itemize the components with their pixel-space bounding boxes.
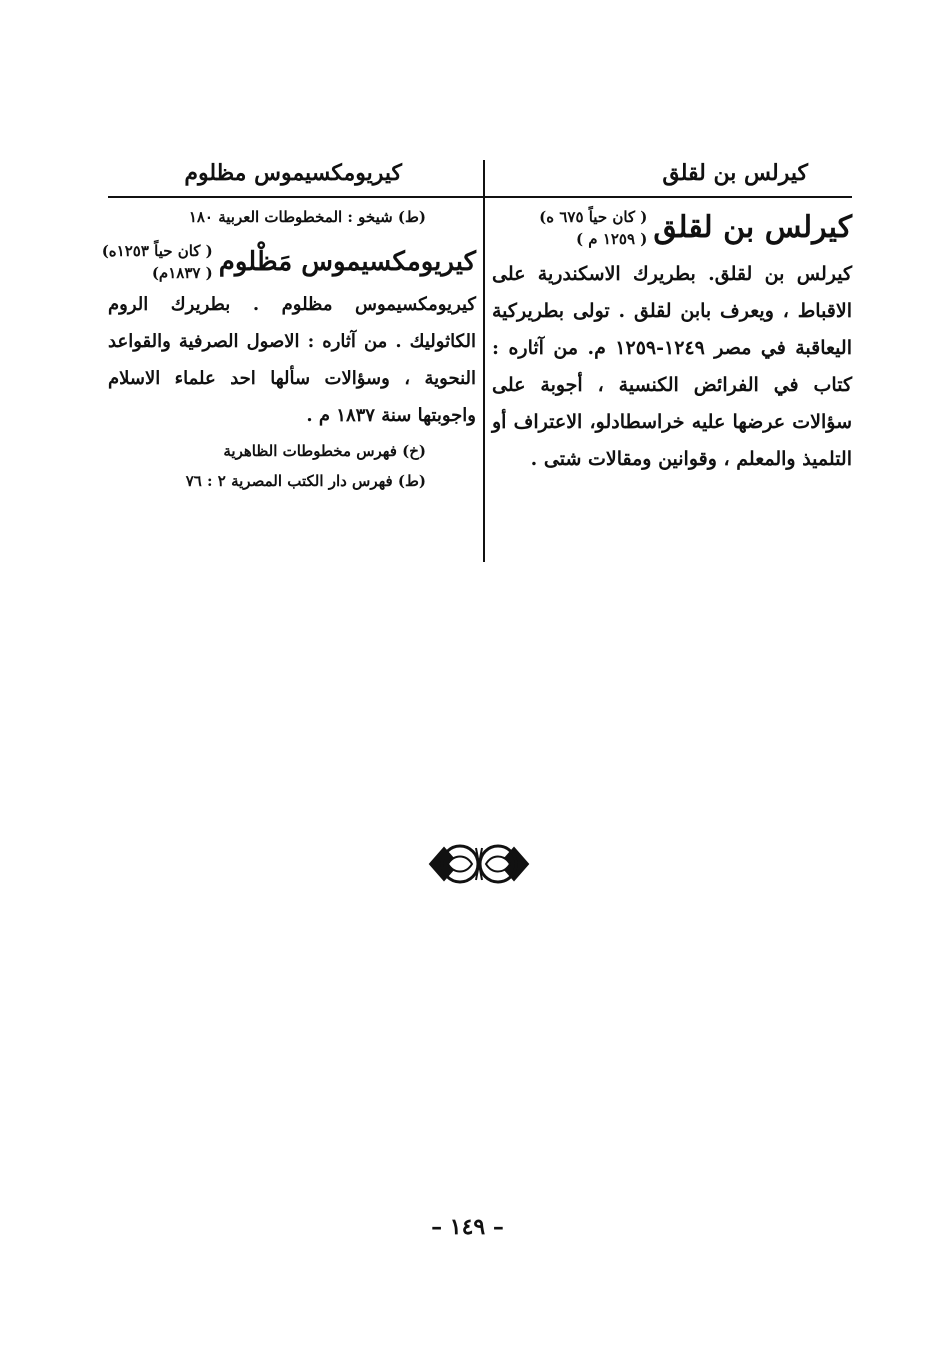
right-running-header: كيرلس بن لقلق <box>662 160 808 186</box>
right-entry-dates <box>539 206 647 250</box>
left-running-header: كيريومكسيموس مظلوم <box>184 160 402 186</box>
left-entry-name: كيريومكسيموس مَظْلوم <box>218 247 476 277</box>
left-entry-heading <box>101 240 476 284</box>
floral-ornament-icon <box>424 840 534 888</box>
left-references <box>108 436 476 496</box>
right-entry-body: كيرلس بن لقلق. بطريرك الاسكندرية على الاقباط ، ويعرف بابن لقلق . تولى بطريركية اليعاقبة في مصر ١٢٤٩-١٢٥٩ م. من آثاره : كتاب في الفرائض الكنسية ، أجوبة على سؤالات عرضها عليه خراسطادلو، الاعتراف أو التلميذ والمعلم ، وقوانين ومقالات شتى . <box>492 263 852 470</box>
left-entry-dates <box>102 240 213 284</box>
column-divider <box>483 160 485 562</box>
left-reference-item: (ط) فهرس دار الكتب المصرية ٢ : ٧٦ <box>185 472 426 490</box>
right-entry-heading <box>492 206 852 250</box>
page-number: – ١٤٩ – <box>431 1214 504 1240</box>
left-entry-date-gregorian: ( ١٨٣٧م) <box>151 264 213 282</box>
right-entry-date-gregorian: ( ١٢٥٩ م ) <box>575 230 648 248</box>
right-column <box>492 150 852 478</box>
right-entry-name: كيرلس بن لقلق <box>653 210 852 245</box>
left-entry-body: كيريومكسيموس مظلوم . بطريرك الروم الكاثوليك . من آثاره : الاصول الصرفية والقواعد النحوية ، وسؤالات سألها احد علماء الاسلام واجوبتها سنة ١٨٣٧ م . <box>108 294 476 426</box>
right-entry-date-hijri: ( كان حياً ٦٧٥ ه) <box>539 208 648 226</box>
left-column <box>101 150 476 496</box>
left-entry-date-hijri: ( كان حياً ١٢٥٣ه) <box>101 242 213 260</box>
left-reference-item: (خ) فهرس مخطوطات الظاهرية <box>223 442 426 460</box>
left-top-reference: (ط) شيخو : المخطوطات العربية ١٨٠ <box>188 208 426 226</box>
